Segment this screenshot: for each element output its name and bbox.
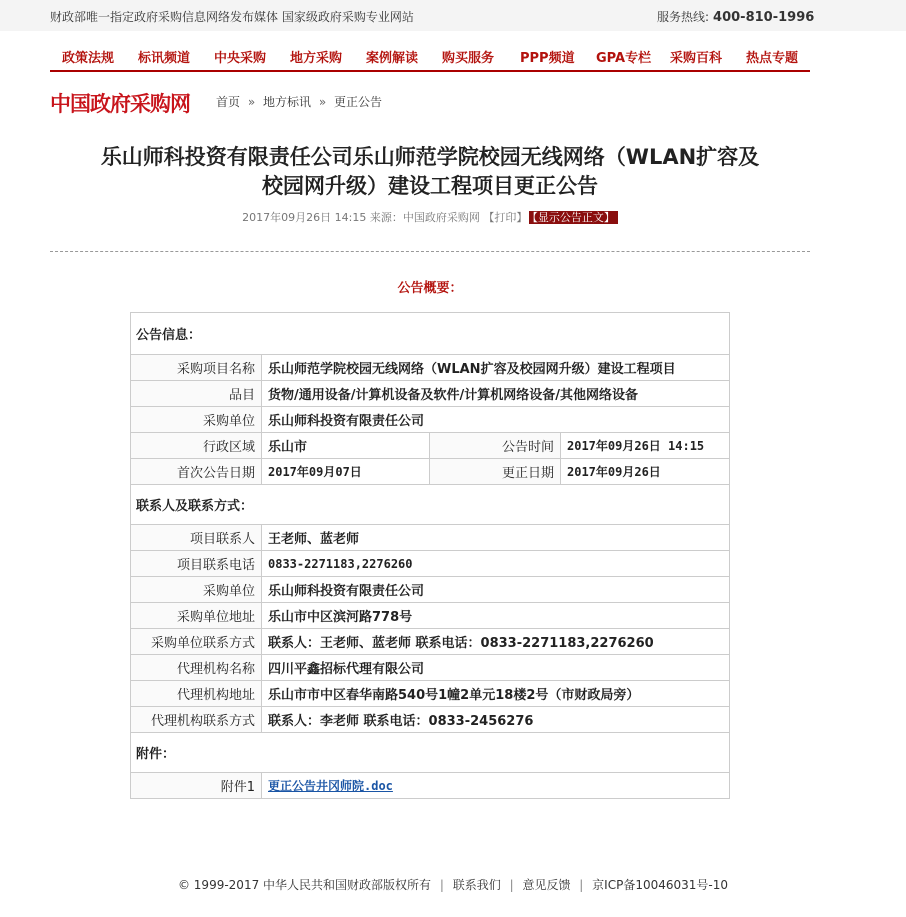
footer-separator: | <box>439 878 444 892</box>
item-value: 货物/通用设备/计算机设备及软件/计算机网络设备/其他网络设备 <box>262 381 730 407</box>
purchaser-contact-value: 联系人：王老师、蓝老师 联系电话：0833-2271183,2276260 <box>262 629 730 655</box>
purchaser-contact-label: 采购单位联系方式 <box>131 629 262 655</box>
agency-contact-label: 代理机构联系方式 <box>131 707 262 733</box>
feedback-link[interactable]: 意见反馈 <box>522 878 571 892</box>
hotline-label: 服务热线: <box>657 10 710 24</box>
main-nav <box>50 40 810 72</box>
item-label: 品目 <box>131 381 262 407</box>
breadcrumb <box>216 93 382 110</box>
publish-date: 2017年09月26日 14:15 <box>242 211 367 224</box>
breadcrumb-local[interactable]: 地方标讯 <box>263 95 312 109</box>
purchaser2-value: 乐山师科投资有限责任公司 <box>262 577 730 603</box>
summary-title: 公告概要： <box>397 281 463 296</box>
notice-info-table <box>130 312 730 799</box>
agency-address-value: 乐山市市中区春华南路540号1幢2单元18楼2号（市财政局旁） <box>262 681 730 707</box>
nav-item-cases[interactable]: 案例解读 <box>366 51 419 66</box>
breadcrumb-separator: » <box>247 95 256 109</box>
notice-time-value: 2017年09月26日 14:15 <box>561 433 730 459</box>
hotline-number: 400-810-1996 <box>713 10 815 25</box>
phone-value: 0833-2271183,2276260 <box>262 551 730 577</box>
show-body-button[interactable]: 【显示公告正文】 <box>529 211 618 224</box>
nav-item-local[interactable]: 地方采购 <box>290 51 343 66</box>
article-source: 来源：中国政府采购网 <box>369 211 480 224</box>
print-link[interactable]: 【打印】 <box>483 211 528 224</box>
breadcrumb-home[interactable]: 首页 <box>216 95 241 109</box>
notice-time-label: 公告时间 <box>430 433 561 459</box>
agency-address-label: 代理机构地址 <box>131 681 262 707</box>
first-notice-date-value: 2017年09月07日 <box>262 459 430 485</box>
title-line-2: 校园网升级）建设工程项目更正公告 <box>262 174 598 198</box>
section-attachment: 附件： <box>131 733 730 773</box>
title-line-1: 乐山师科投资有限责任公司乐山师范学院校园无线网络（WLAN扩容及 <box>100 145 760 169</box>
agency-contact-value: 联系人：李老师 联系电话：0833-2456276 <box>262 707 730 733</box>
attachment-link[interactable]: 更正公告井冈师院.doc <box>268 779 393 793</box>
purchaser-address-value: 乐山市中区滨河路778号 <box>262 603 730 629</box>
footer-separator: | <box>509 878 514 892</box>
nav-item-ppp[interactable]: PPP频道 <box>520 51 575 66</box>
purchaser2-label: 采购单位 <box>131 577 262 603</box>
contact-us-link[interactable]: 联系我们 <box>452 878 501 892</box>
region-label: 行政区域 <box>131 433 262 459</box>
page-title <box>50 143 810 201</box>
site-slogan: 财政部唯一指定政府采购信息网络发布媒体 国家级政府采购专业网站 <box>50 10 414 24</box>
correction-date-value: 2017年09月26日 <box>561 459 730 485</box>
region-value: 乐山市 <box>262 433 430 459</box>
nav-item-gpa[interactable]: GPA专栏 <box>596 51 652 66</box>
nav-item-policy[interactable]: 政策法规 <box>62 51 115 66</box>
correction-date-label: 更正日期 <box>430 459 561 485</box>
footer-separator: | <box>579 878 584 892</box>
project-name-value: 乐山师范学院校园无线网络（WLAN扩容及校园网升级）建设工程项目 <box>262 355 730 381</box>
top-bar <box>0 0 906 31</box>
nav-item-encyclopedia[interactable]: 采购百科 <box>670 51 723 66</box>
nav-item-services[interactable]: 购买服务 <box>442 51 495 66</box>
nav-item-bids[interactable]: 标讯频道 <box>138 51 191 66</box>
agency-value: 四川平鑫招标代理有限公司 <box>262 655 730 681</box>
attachment-label: 附件1 <box>131 773 262 799</box>
first-notice-date-label: 首次公告日期 <box>131 459 262 485</box>
contact-label: 项目联系人 <box>131 525 262 551</box>
agency-label: 代理机构名称 <box>131 655 262 681</box>
phone-label: 项目联系电话 <box>131 551 262 577</box>
footer <box>0 876 906 893</box>
dashed-divider <box>50 251 810 252</box>
breadcrumb-separator: » <box>318 95 327 109</box>
service-hotline <box>657 8 814 25</box>
purchaser-value: 乐山师科投资有限责任公司 <box>262 407 730 433</box>
project-name-label: 采购项目名称 <box>131 355 262 381</box>
site-logo[interactable]: 中国政府采购网 <box>50 91 190 116</box>
purchaser-label: 采购单位 <box>131 407 262 433</box>
nav-item-topics[interactable]: 热点专题 <box>746 51 799 66</box>
article-meta <box>50 209 810 225</box>
icp-number[interactable]: 京ICP备10046031号-10 <box>592 878 729 892</box>
section-notice-info: 公告信息： <box>131 313 730 355</box>
contact-value: 王老师、蓝老师 <box>262 525 730 551</box>
breadcrumb-current[interactable]: 更正公告 <box>334 95 383 109</box>
nav-item-central[interactable]: 中央采购 <box>214 51 267 66</box>
copyright: © 1999-2017 中华人民共和国财政部版权所有 <box>177 878 432 892</box>
section-contact: 联系人及联系方式： <box>131 485 730 525</box>
purchaser-address-label: 采购单位地址 <box>131 603 262 629</box>
